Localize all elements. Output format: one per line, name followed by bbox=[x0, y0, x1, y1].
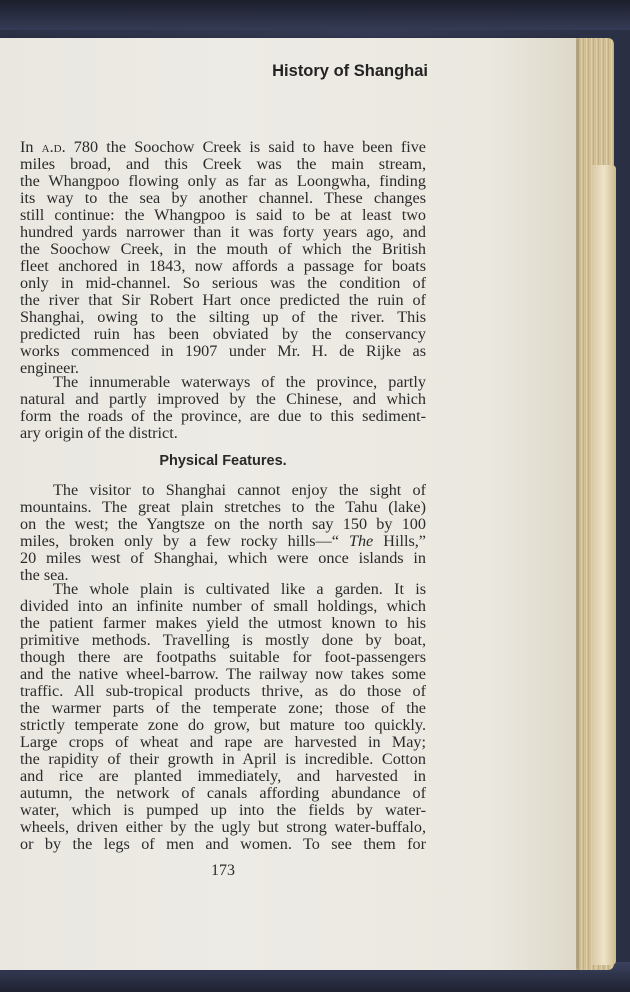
text-line: though there are footpaths suitable for foot-passengers bbox=[20, 648, 426, 666]
text-line: traffic. All sub-tropical products thrive, as do those of bbox=[20, 682, 426, 700]
text-line: only in mid-channel. So serious was the condition of bbox=[20, 274, 426, 292]
text-line: works commenced in 1907 under Mr. H. de Rijke as bbox=[20, 342, 426, 360]
text-line: form the roads of the province, are due to this sediment- bbox=[20, 407, 426, 425]
text-line: primitive methods. Travelling is mostly done by boat, bbox=[20, 631, 426, 649]
text-line: In a.d. 780 the Soochow Creek is said to have been five bbox=[20, 138, 426, 156]
text-line: or by the legs of men and women. To see them for bbox=[20, 835, 426, 853]
page-number: 173 bbox=[211, 862, 235, 879]
text-line: strictly temperate zone do grow, but mature too quickly. bbox=[20, 716, 426, 734]
text-line: and rice are planted immediately, and harvested in bbox=[20, 767, 426, 785]
text-line: The innumerable waterways of the province, partly bbox=[53, 373, 426, 391]
text-line: Shanghai, owing to the silting up of the river. This bbox=[20, 308, 426, 326]
text-line: mountains. The great plain stretches to the Tahu (lake) bbox=[20, 498, 426, 516]
text-line: autumn, the network of canals affording abundance of bbox=[20, 784, 426, 802]
text-line: and the native wheel-barrow. The railway now takes some bbox=[20, 665, 426, 683]
text-line: the sea. bbox=[20, 566, 69, 584]
text-line: The visitor to Shanghai cannot enjoy the sight of bbox=[53, 481, 426, 499]
page-edges-inner bbox=[592, 165, 616, 965]
text-line: the patient farmer makes yield the utmost known to his bbox=[20, 614, 426, 632]
text-line: hundred yards narrower than it was forty years ago, and bbox=[20, 223, 426, 241]
book-cover-top bbox=[0, 0, 630, 30]
text-line: still continue: the Whangpoo is said to be at least two bbox=[20, 206, 426, 224]
text-line: natural and partly improved by the Chinese, and which bbox=[20, 390, 426, 408]
text-line: divided into an infinite number of small holdings, which bbox=[20, 597, 426, 615]
text-line: on the west; the Yangtsze on the north say 150 by 100 bbox=[20, 515, 426, 533]
text-line: its way to the sea by another channel. These changes bbox=[20, 189, 426, 207]
text-line: Large crops of wheat and rape are harvested in May; bbox=[20, 733, 426, 751]
text-line: engineer. bbox=[20, 359, 79, 377]
text-line: the rapidity of their growth in April is incredible. Cotton bbox=[20, 750, 426, 768]
text-line: the warmer parts of the temperate zone; those of the bbox=[20, 699, 426, 717]
text-line: The whole plain is cultivated like a garden. It is bbox=[53, 580, 426, 598]
text-line: the river that Sir Robert Hart once predicted the ruin of bbox=[20, 291, 426, 309]
text-line: ary origin of the district. bbox=[20, 424, 178, 442]
text-line: the Whangpoo flowing only as far as Loongwha, finding bbox=[20, 172, 426, 190]
text-line: water, which is pumped up into the fields by water- bbox=[20, 801, 426, 819]
text-line: fleet anchored in 1843, now affords a passage for boats bbox=[20, 257, 426, 275]
text-line: predicted ruin has been obviated by the conservancy bbox=[20, 325, 426, 343]
text-line: 20 miles west of Shanghai, which were once islands in bbox=[20, 549, 426, 567]
running-head: History of Shanghai bbox=[272, 62, 428, 80]
section-heading: Physical Features. bbox=[159, 453, 287, 469]
text-line: wheels, driven either by the ugly but strong water-buffalo, bbox=[20, 818, 426, 836]
text-line: miles broad, and this Creek was the main stream, bbox=[20, 155, 426, 173]
text-line: the Soochow Creek, in the mouth of which the British bbox=[20, 240, 426, 258]
text-line: miles, broken only by a few rocky hills—“ The Hills,” bbox=[20, 532, 426, 550]
